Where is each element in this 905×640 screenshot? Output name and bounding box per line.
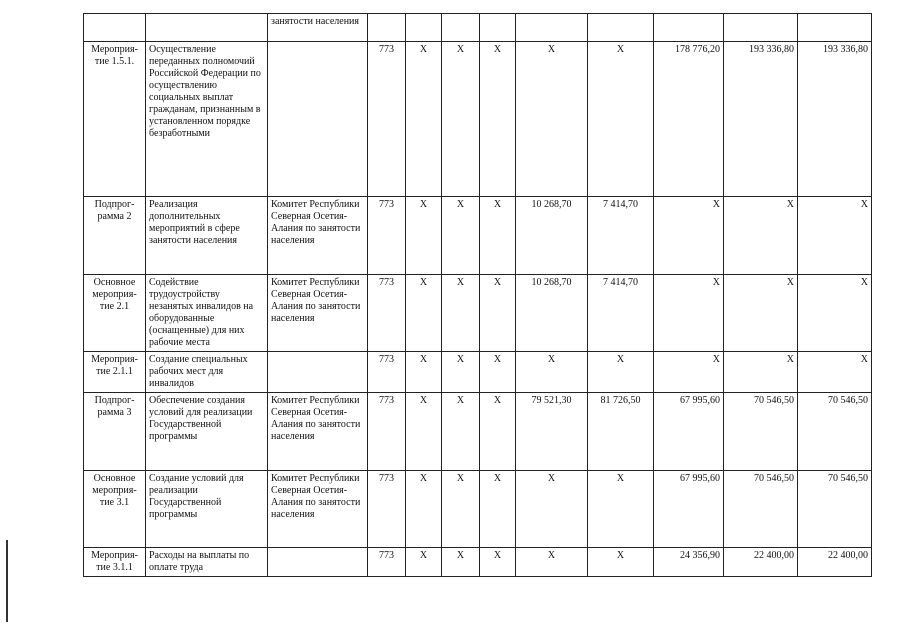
cell-y4: Х	[724, 197, 798, 275]
cell-y4: 193 336,80	[724, 42, 798, 197]
cell-y5: Х	[798, 275, 872, 352]
cell-name: Создание условий для реализации Государственной программы	[146, 471, 268, 548]
cell-y1: Х	[516, 471, 588, 548]
cell-y2: Х	[588, 548, 654, 577]
cell-csr	[480, 14, 516, 42]
cell-name: Создание специальных рабочих мест для инвалидов	[146, 352, 268, 393]
budget-table	[83, 13, 872, 577]
cell-pr: Х	[442, 471, 480, 548]
table-row	[84, 275, 872, 352]
cell-pr: Х	[442, 197, 480, 275]
cell-grbs: 773	[368, 352, 406, 393]
cell-code: Мероприя-тие 2.1.1	[84, 352, 146, 393]
cell-y5: 193 336,80	[798, 42, 872, 197]
cell-y1: 10 268,70	[516, 197, 588, 275]
cell-y1: Х	[516, 42, 588, 197]
cell-code: Основное мероприя-тие 3.1	[84, 471, 146, 548]
cell-y2	[588, 14, 654, 42]
cell-code: Подпрог-рамма 2	[84, 197, 146, 275]
cell-pr: Х	[442, 352, 480, 393]
cell-y5	[798, 14, 872, 42]
cell-code: Мероприя-тие 1.5.1.	[84, 42, 146, 197]
cell-csr: Х	[480, 471, 516, 548]
table-row	[84, 548, 872, 577]
cell-y3: 67 995,60	[654, 393, 724, 471]
cell-y5: Х	[798, 352, 872, 393]
cell-name: Содействие трудоустройству незанятых инвалидов на оборудованные (оснащенные) для них рабочие места	[146, 275, 268, 352]
cell-rz: Х	[406, 352, 442, 393]
cell-grbs: 773	[368, 471, 406, 548]
cell-y1: 10 268,70	[516, 275, 588, 352]
cell-y5: 70 546,50	[798, 393, 872, 471]
cell-y3: Х	[654, 275, 724, 352]
cell-code: Подпрог-рамма 3	[84, 393, 146, 471]
cell-y4: 70 546,50	[724, 393, 798, 471]
cell-pr: Х	[442, 393, 480, 471]
cell-y5: Х	[798, 197, 872, 275]
cell-executor	[268, 42, 368, 197]
cell-y4: 22 400,00	[724, 548, 798, 577]
cell-executor: Комитет Республики Северная Осетия-Алания по занятости населения	[268, 275, 368, 352]
cell-name: Обеспечение создания условий для реализации Государственной программы	[146, 393, 268, 471]
cell-csr: Х	[480, 275, 516, 352]
table-row	[84, 14, 872, 42]
table-row	[84, 393, 872, 471]
cell-rz: Х	[406, 275, 442, 352]
cell-y5: 70 546,50	[798, 471, 872, 548]
cell-y1: Х	[516, 548, 588, 577]
cell-grbs: 773	[368, 197, 406, 275]
cell-executor: Комитет Республики Северная Осетия-Алания по занятости населения	[268, 393, 368, 471]
table-row	[84, 197, 872, 275]
cell-y2: Х	[588, 471, 654, 548]
cell-y3	[654, 14, 724, 42]
cell-y5: 22 400,00	[798, 548, 872, 577]
cell-name	[146, 14, 268, 42]
table-row	[84, 352, 872, 393]
cell-y2: 7 414,70	[588, 197, 654, 275]
cell-grbs: 773	[368, 42, 406, 197]
cell-y2: Х	[588, 42, 654, 197]
cell-rz: Х	[406, 197, 442, 275]
cell-y4: 70 546,50	[724, 471, 798, 548]
cell-executor: Комитет Республики Северная Осетия-Алания по занятости населения	[268, 197, 368, 275]
cell-y1	[516, 14, 588, 42]
scan-edge-line	[6, 540, 8, 622]
cell-y4: Х	[724, 275, 798, 352]
cell-y2: 7 414,70	[588, 275, 654, 352]
cell-csr: Х	[480, 393, 516, 471]
cell-y1: 79 521,30	[516, 393, 588, 471]
cell-y3: Х	[654, 352, 724, 393]
cell-code	[84, 14, 146, 42]
cell-name: Расходы на выплаты по оплате труда	[146, 548, 268, 577]
cell-csr: Х	[480, 197, 516, 275]
table-row	[84, 471, 872, 548]
cell-executor	[268, 548, 368, 577]
cell-pr: Х	[442, 275, 480, 352]
cell-executor	[268, 352, 368, 393]
cell-executor: занятости населения	[268, 14, 368, 42]
cell-rz: Х	[406, 548, 442, 577]
cell-y3: 178 776,20	[654, 42, 724, 197]
cell-code: Мероприя-тие 3.1.1	[84, 548, 146, 577]
table-row	[84, 42, 872, 197]
cell-pr: Х	[442, 548, 480, 577]
cell-y4: Х	[724, 352, 798, 393]
cell-executor: Комитет Республики Северная Осетия-Алания по занятости населения	[268, 471, 368, 548]
cell-name: Осуществление переданных полномочий Российской Федерации по осуществлению социальных выплат гражданам, признанным в установленном порядке безработными	[146, 42, 268, 197]
cell-grbs	[368, 14, 406, 42]
cell-rz: Х	[406, 42, 442, 197]
cell-rz: Х	[406, 393, 442, 471]
cell-csr: Х	[480, 548, 516, 577]
cell-grbs: 773	[368, 275, 406, 352]
cell-y3: Х	[654, 197, 724, 275]
cell-y2: 81 726,50	[588, 393, 654, 471]
cell-y2: Х	[588, 352, 654, 393]
cell-pr: Х	[442, 42, 480, 197]
cell-grbs: 773	[368, 393, 406, 471]
cell-rz	[406, 14, 442, 42]
cell-y1: Х	[516, 352, 588, 393]
cell-pr	[442, 14, 480, 42]
cell-name: Реализация дополнительных мероприятий в сфере занятости населения	[146, 197, 268, 275]
cell-rz: Х	[406, 471, 442, 548]
cell-y3: 67 995,60	[654, 471, 724, 548]
cell-y3: 24 356,90	[654, 548, 724, 577]
cell-grbs: 773	[368, 548, 406, 577]
cell-y4	[724, 14, 798, 42]
cell-csr: Х	[480, 352, 516, 393]
cell-csr: Х	[480, 42, 516, 197]
cell-code: Основное мероприя-тие 2.1	[84, 275, 146, 352]
